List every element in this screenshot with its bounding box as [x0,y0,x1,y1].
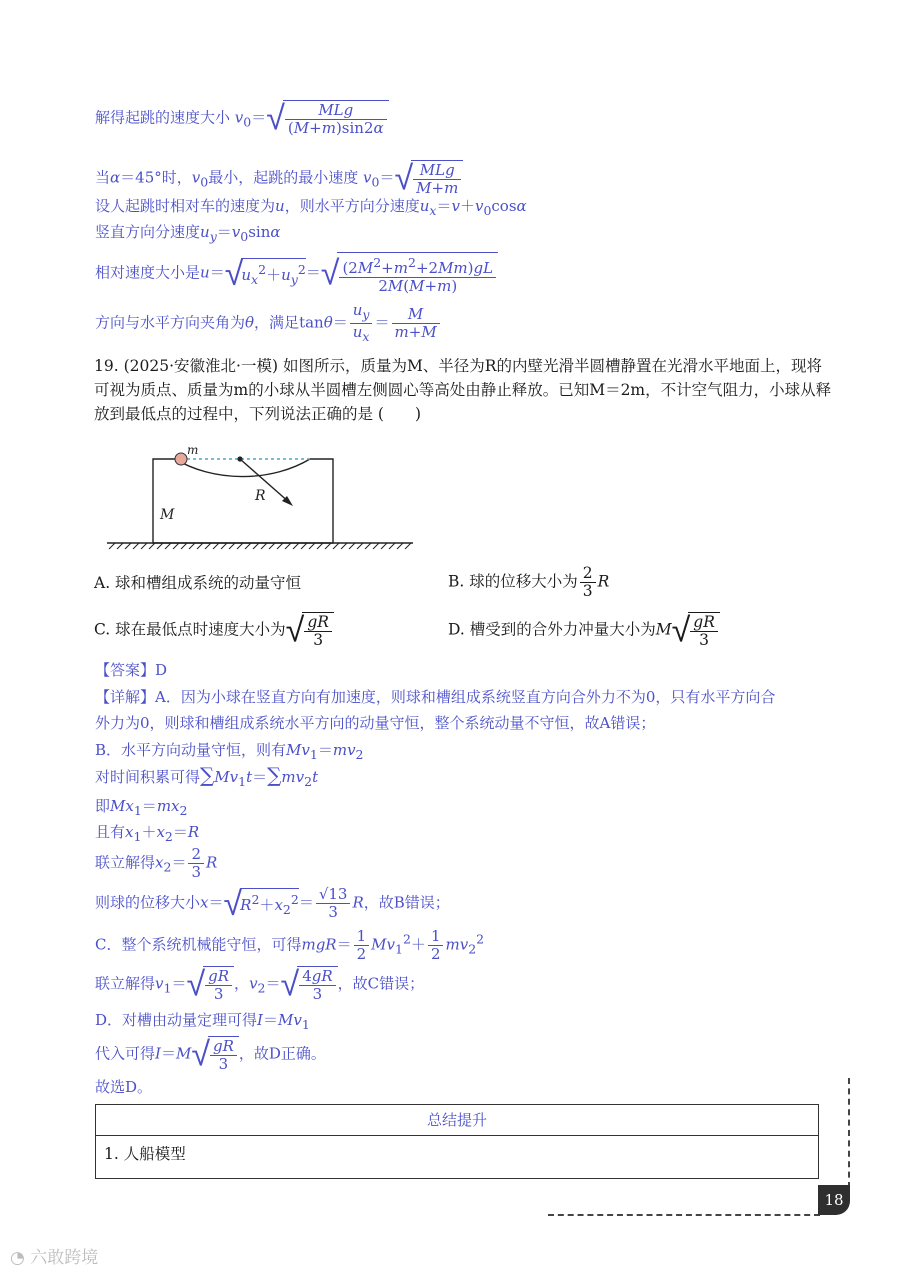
watermark: ◔ 六敢跨境 [10,1248,99,1268]
watermark-logo-icon: ◔ [10,1248,25,1268]
option-a: A. 球和槽组成系统的动量守恒 [94,574,302,592]
answer-label: 【答案】D [95,661,168,679]
explanation-d2: 代入可得I＝M√ $\frac{gR}{3}$ ，故D正确。 [95,1034,326,1075]
option-b: B. 球的位移大小为 $\frac{2}{3}$ R [448,564,610,600]
prev-solution-line3: 设人起跳时相对车的速度为u，则水平方向分速度$u_x=v+v_0\cos\alpha$ [95,197,527,218]
half-tube-figure [105,445,415,550]
page-number: 18 [818,1185,850,1215]
summary-box [95,1104,819,1179]
option-d: D. 槽受到的合外力冲量大小为M√ $\frac{gR}{3}$ [448,612,720,649]
explanation-head2: 外力为0，则球和槽组成系统水平方向的动量守恒，整个系统动量不守恒，故A错误； [95,714,656,732]
question-source: (2025·安徽淮北·一模) [123,357,278,375]
ball [175,453,187,465]
question-number: 19. [94,357,119,375]
prev-solution-line5: 相对速度大小是$u=√u_x^2+u_y^2=√$ $\frac{(2M^2+m^2+2Mm)gL}{2M(M+m)}$ [95,252,498,295]
page-border-dashed-horizontal [548,1214,820,1216]
question-text: 如图所示，质量为M、半径为R的内壁光滑半圆槽静置在光滑水平地面上，现将可视为质点、质量为m的小球从半圆槽左侧圆心等高处由静止释放。已知M＝2m，不计空气阻力，小球从释放到最低点的过程中，下列说法正确的是 ( ) [94,357,832,423]
prev-solution-line2: 当α＝45°时，$v_0$最小，起跳的最小速度 $v_0=√$ $\frac{\text{MLg}}{M+m}$ [95,160,463,197]
label-R: R [255,488,266,504]
label-m: m [187,445,199,457]
prev-solution-line6: 方向与水平方向夹角为θ，满足tanθ＝ $\frac{u_y}{u_x}$ ＝ $\frac{M}{m+M}$ [95,302,442,345]
prev-solution-line4: 竖直方向分速度$u_y=v_0\sin\alpha$ [95,223,281,244]
explanation-head: 【详解】A．因为小球在竖直方向有加速度，则球和槽组成系统竖直方向合外力不为0，只有水平方向合 [95,688,776,706]
explanation-final: 故选D。 [95,1078,153,1096]
explanation-b3: 即$Mx_1=mx_2$ [95,797,188,818]
label-M: M [160,507,175,523]
summary-item-1: 1. 人船模型 [104,1145,186,1163]
explanation-d1: D．对槽由动量定理可得$I=Mv_1$ [95,1011,310,1032]
explanation-b6: 则球的位移大小$x=√R^2+x_2^2=$ $\frac{√13}{3}$ R，故B错误； [95,883,450,924]
explanation-b1: B．水平方向动量守恒，则有$Mv_1=mv_2$ [95,741,364,762]
explanation-b2: 对时间积累可得$\sum Mv_1t=\sum mv_2t$ [95,763,319,789]
explanation-c1: C．整个系统机械能守恒，可得mgR＝ $\frac{1}{2}$ $Mv_1^2+$ $\frac{1}{2}$ $mv_2^2$ [95,927,485,963]
prev-solution-line1: 解得起跳的速度大小 $v_0=√$ $\frac{\text{MLg}}{(M+m)\sin 2\alpha}$ [95,100,389,137]
explanation-b5: 联立解得$x_2=$ $\frac{2}{3}$ R [95,845,218,881]
question-19 [94,354,834,426]
explanation-b4: 且有$x_1+x_2=R$ [95,823,200,844]
summary-header: 总结提升 [96,1105,818,1136]
page-border-dashed-vertical [848,1078,850,1188]
explanation-c2: 联立解得$v_1=√$ $\frac{gR}{3}$ ，$v_2=√$ $\frac{4gR}{3}$ ，故C错误； [95,964,425,1005]
option-c: C. 球在最低点时速度大小为√ $\frac{gR}{3}$ [94,612,334,649]
